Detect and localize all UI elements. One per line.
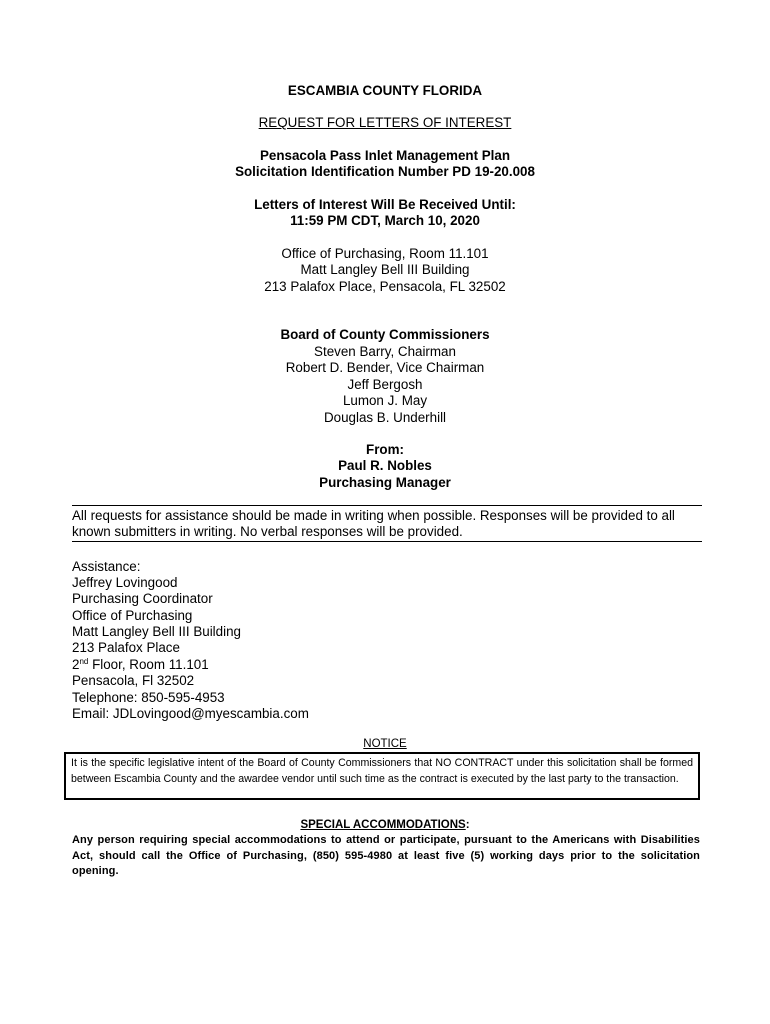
assistance-email[interactable]: Email: JDLovingood@myescambia.com <box>72 706 309 721</box>
assistance-office: Office of Purchasing <box>72 608 193 623</box>
requests-note-line2: known submitters in writing. No verbal responses will be provided. <box>72 524 463 539</box>
board-member: Lumon J. May <box>342 393 428 408</box>
from-name: Paul R. Nobles <box>338 458 432 473</box>
notice-title: NOTICE <box>363 738 407 750</box>
floor-ordinal: nd <box>79 657 89 666</box>
board-title: Board of County Commissioners <box>280 327 490 342</box>
notice-box <box>64 752 700 800</box>
special-colon: : <box>465 819 470 831</box>
from-title: Purchasing Manager <box>319 475 451 490</box>
deadline-date: 11:59 PM CDT, March 10, 2020 <box>290 213 480 228</box>
solicitation-number: Solicitation Identification Number PD 19-20.008 <box>235 164 535 179</box>
floor-room: Floor, Room 11.101 <box>88 657 209 672</box>
assistance-label: Assistance: <box>72 559 141 574</box>
board-member: Steven Barry, Chairman <box>314 344 456 359</box>
board-member: Douglas B. Underhill <box>323 410 447 425</box>
assistance-building: Matt Langley Bell III Building <box>72 624 241 639</box>
assistance-city: Pensacola, Fl 32502 <box>72 673 195 688</box>
notice-body: It is the specific legislative intent of the Board of County Commissioners that NO CONTRACT under this solicitation shall be formed between Escambia County and the awardee vendor until such time as the contract is executed by the last party to the transaction. <box>71 757 693 785</box>
assistance-floor <box>72 657 704 674</box>
board-member: Robert D. Bender, Vice Chairman <box>285 360 485 375</box>
county-heading: ESCAMBIA COUNTY FLORIDA <box>287 83 483 98</box>
from-label: From: <box>366 442 404 457</box>
special-accommodations-heading <box>0 819 770 831</box>
requests-note-line1: All requests for assistance should be made in writing when possible. Responses will be provided to all <box>72 508 675 523</box>
assistance-telephone: Telephone: 850-595-4953 <box>72 690 225 705</box>
deadline-label: Letters of Interest Will Be Received Until: <box>254 197 516 212</box>
divider-top <box>72 505 702 506</box>
plan-title: Pensacola Pass Inlet Management Plan <box>259 148 511 163</box>
office-address: 213 Palafox Place, Pensacola, FL 32502 <box>264 279 506 294</box>
divider-bottom <box>72 541 702 542</box>
office-building: Matt Langley Bell III Building <box>300 262 470 277</box>
assistance-title: Purchasing Coordinator <box>72 591 213 606</box>
request-title: REQUEST FOR LETTERS OF INTEREST <box>258 115 512 130</box>
office-room: Office of Purchasing, Room 11.101 <box>281 246 489 261</box>
board-member: Jeff Bergosh <box>347 377 423 392</box>
assistance-street: 213 Palafox Place <box>72 640 180 655</box>
special-title: SPECIAL ACCOMMODATIONS <box>300 819 466 831</box>
floor-number: 2 <box>72 657 80 672</box>
special-accommodations-body: Any person requiring special accommodations to attend or participate, pursuant to the Americans with Disabilities Act, should call the Office of Purchasing, (850) 595-4980 at least five (5) working days prior to the solicitation opening. <box>72 834 700 877</box>
assistance-name: Jeffrey Lovingood <box>72 575 178 590</box>
